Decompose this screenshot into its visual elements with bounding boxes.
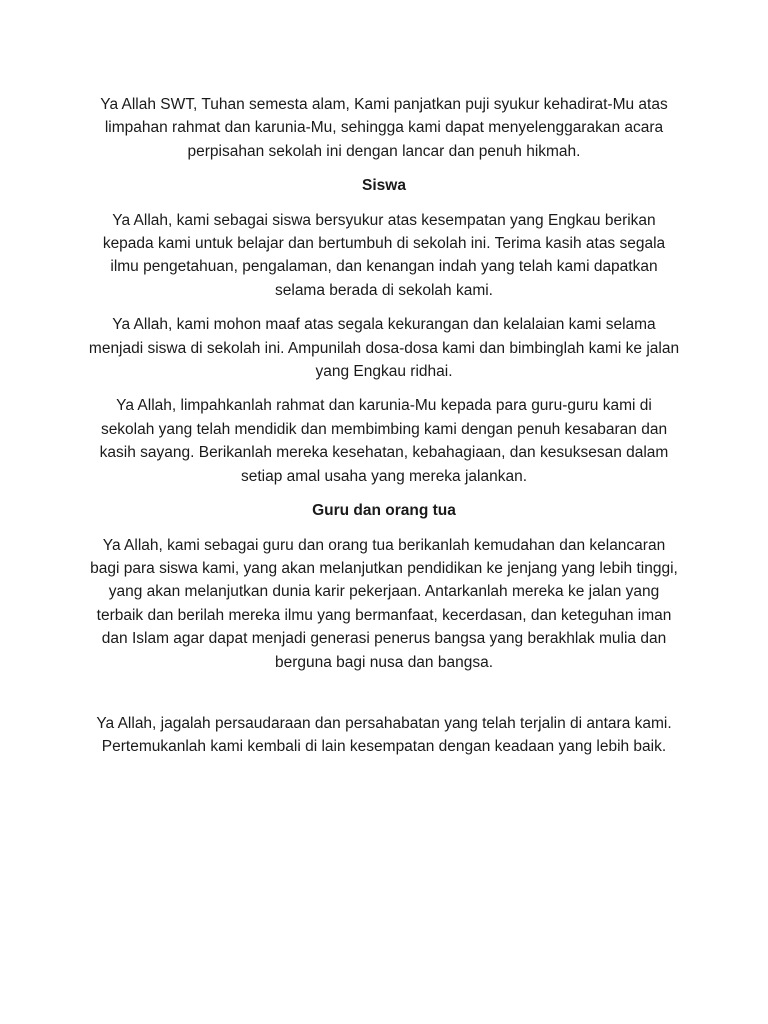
intro-paragraph: Ya Allah SWT, Tuhan semesta alam, Kami panjatkan puji syukur kehadirat-Mu atas limpahan rahmat dan karunia-Mu, sehingga kami dapat menyelenggarakan acara perpisahan sekolah ini dengan lancar dan penuh hikmah. bbox=[100, 96, 668, 160]
siswa-paragraph-3: Ya Allah, limpahkanlah rahmat dan karunia-Mu kepada para guru-guru kami di sekolah yang telah mendidik dan membimbing kami dengan penuh kesabaran dan kasih sayang. Berikanlah mereka kesehatan, kebahagiaan, dan kesuksesan dalam setiap amal usaha yang mereka jalankan. bbox=[99, 397, 669, 485]
closing-paragraph: Ya Allah, jagalah persaudaraan dan persahabatan yang telah terjalin di antara kami. Pertemukanlah kami kembali di lain kesempatan dengan keadaan yang lebih baik. bbox=[96, 714, 672, 756]
siswa-heading: Siswa bbox=[362, 177, 406, 195]
paragraph-spacer bbox=[88, 685, 680, 712]
siswa-paragraph-1: Ya Allah, kami sebagai siswa bersyukur atas kesempatan yang Engkau berikan kepada kami untuk belajar dan bertumbuh di sekolah ini. Terima kasih atas segala ilmu pengetahuan, pengalaman, dan kenangan indah yang telah kami dapatkan selama berada di sekolah kami. bbox=[102, 211, 666, 299]
siswa-paragraph-2: Ya Allah, kami mohon maaf atas segala kekurangan dan kelalaian kami selama menjadi siswa di sekolah ini. Ampunilah dosa-dosa kami dan bimbinglah kami ke jalan yang Engkau ridhai. bbox=[88, 316, 680, 381]
guru-heading: Guru dan orang tua bbox=[312, 502, 456, 520]
document-page bbox=[88, 93, 680, 770]
guru-paragraph-1: Ya Allah, kami sebagai guru dan orang tua berikanlah kemudahan dan kelancaran bagi para siswa kami, yang akan melanjutkan pendidikan ke jenjang yang lebih tinggi, yang akan melanjutkan dunia karir pekerjaan. Antarkanlah mereka ke jalan yang terbaik dan berilah mereka ilmu yang bermanfaat, kecerdasan, dan keteguhan iman dan Islam agar dapat menjadi generasi penerus bangsa yang berakhlak mulia dan berguna bagi nusa dan bangsa. bbox=[90, 536, 678, 671]
